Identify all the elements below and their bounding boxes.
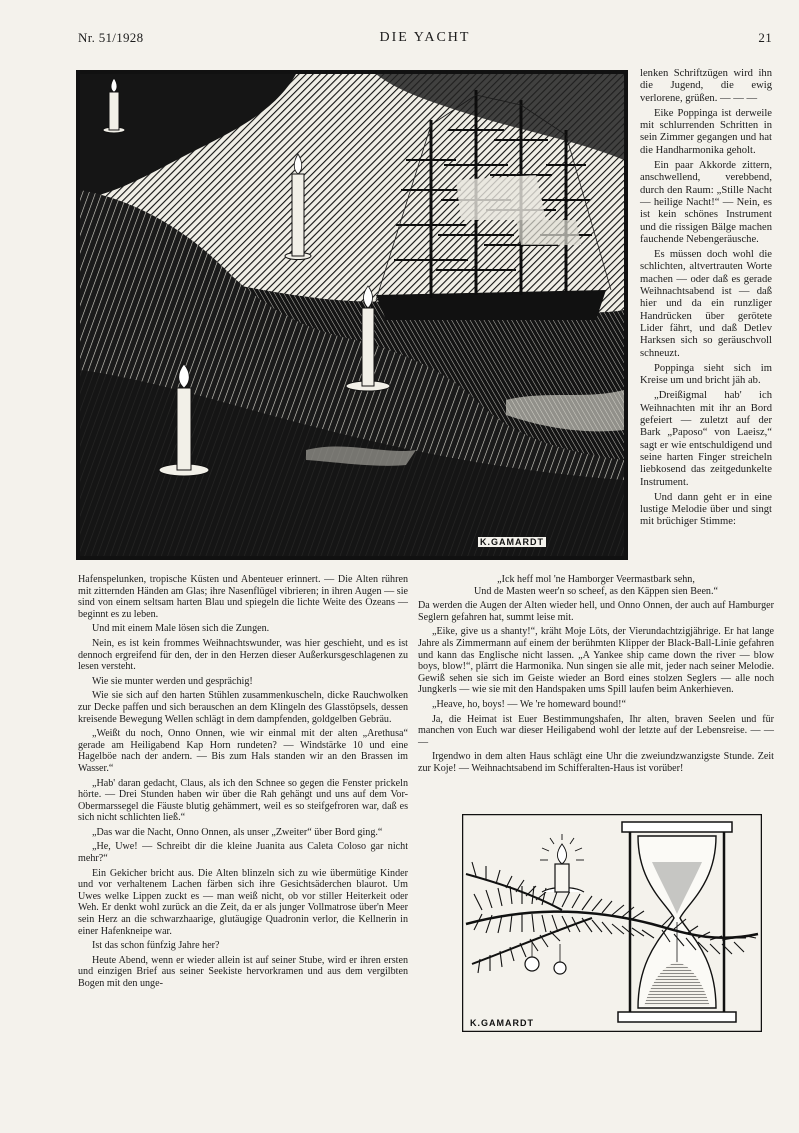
paragraph: Nein, es ist kein frommes Weihnachtswunder, was hier geschieht, und es ist dennoch ergreifend für den, der in den Herzen dieser Außerkursgeschlagenen zu lesen versteht. [78, 637, 408, 673]
paragraph: Da werden die Augen der Alten wieder hell, und Onno Onnen, der auch auf Hamburger Seglern gefahren hat, summt leise mit. [418, 600, 774, 623]
paragraph: Und mit einem Male lösen sich die Zungen. [92, 623, 270, 635]
paragraph: Ein paar Akkorde zittern, anschwellend, verebbend, durch den Raum: „Stille Nacht — heilige Nacht!“ — Nein, es ist kein schönes Instrument und die rissigen Bälge machen fauchende Nebengeräusche. [640, 160, 772, 245]
paragraph: Eike Poppinga ist derweile mit schlurrenden Schritten in sein Zimmer gegangen und hat die Handharmonika geholt. [640, 107, 772, 156]
song-line: Und de Masten weer'n so scheef, as den Käppen sien Been.“ [474, 585, 718, 597]
paragraph: Poppinga sieht sich im Kreise um und bricht jäh ab. [640, 362, 772, 387]
paragraph: Ein Gekicher bricht aus. Die Alten blinzeln sich zu wie übermütige Kinder und vor verhaltenem Lachen färben sich ihre Gesichtsäderchen blaurot. Um Uwes welke Lippen zuckt es — man weiß nicht, ob vor stiller Heiterkeit oder Weh. Er denkt wohl zurück an die Zeit, da er als junger Vollmatrose über'n Meer sein Herz an die schwarzhaarige, glutäugige Quadronin verlor, die Kellnerin in einer Hafenkneipe war. [78, 867, 408, 937]
bauble [525, 957, 539, 971]
paragraph: Wie sie sich auf den harten Stühlen zusammenkuscheln, dicke Rauchwolken zur Decke paffen und sich berauschen an dem Klingeln des Glasstöpsels, dessen kreisende Bewegung Wellen schlägt in dem dampfenden, goldgelben Gebräu. [78, 690, 408, 725]
left-text-column [78, 574, 408, 993]
paragraph: Hafenspelunken, tropische Küsten und Abenteuer erinnert. — Die Alten rühren mit zitternden Händen am Glas; ihre Nasenflügel vibrieren; in ihren Augen — sie sind von einem seltsam harten Blau und spiegeln die lichte Weite des Ozeans — beginnt es zu leben. [78, 574, 408, 620]
paragraph: Heute Abend, wenn er wieder allein ist auf seiner Stube, wird er ihren ersten und einzigen Brief aus seiner Seekiste hervorkramen und aus dem vergilbten Bogen mit den unge- [78, 954, 408, 989]
paragraph: Wie sie munter werden und gesprächig! [92, 675, 253, 687]
issue-number: Nr. 51/1928 [78, 30, 144, 45]
paragraph: „Eike, give us a shanty!“, kräht Moje Löts, der Vierundachtzigjährige. Er hat lange Jahre als Zimmermann auf einem der berühmten Klipper der Black-Ball-Linie gefahren und kann das Englische nicht lassen. „A Yankee ship came down the river — blow boys, blow!“, plärrt die Harmonika. Nun singen sie alle mit, jeder nach seiner Melodie. Gewiß sehen sie sich im Geiste wieder an Bord eines stolzen Seglers — alle noch Jungkerls — wie sie mit den Handspaken ums Spill laufen beim Ankerhieven. [418, 626, 774, 696]
page-number: 21 [758, 30, 772, 45]
bottom-illustration-signature: K.GAMARDT [470, 1018, 534, 1028]
hourglass-illustration [462, 814, 762, 1032]
paragraph: „Weißt du noch, Onno Onnen, wie wir einmal mit der alten „Arethusa“ gerade am Heiligabend Kap Horn rundeten? — Windstärke 10 und eine Hagelböe nach der andern. — Bis zum Hals standen wir an den Brassen im Wasser.“ [78, 728, 408, 774]
magazine-title: DIE YACHT [379, 30, 471, 45]
page-header [78, 30, 772, 50]
right-text-column [640, 68, 772, 532]
paragraph: Ist das schon fünfzig Jahre her? [92, 940, 220, 952]
paragraph: Irgendwo in dem alten Haus schlägt eine Uhr die zweiundzwanzigste Stunde. Zeit zur Koje! — Weihnachtsabend im Schifferalten-Haus ist vorüber! [418, 751, 774, 774]
ship-candles-illustration [76, 70, 628, 560]
middle-text-column [418, 574, 774, 778]
song-line: „Ick heff mol 'ne Hamborger Veermastbark sehn, [497, 574, 695, 585]
paragraph: Und dann geht er in eine lustige Melodie über und singt mit brüchiger Stimme: [640, 491, 772, 528]
paragraph: „Hab' daran gedacht, Claus, als ich den Schnee so gegen die Fenster prickeln hörte. — Drei Stunden haben wir über die Rah gehängt und uns auf dem Vor-Obermarssegel die Fäuste blutig gehämmert, weil es so steifgefroren war, daß es sich nicht schlichten ließ.“ [78, 777, 408, 824]
paragraph: „He, Uwe! — Schreibt dir die kleine Juanita aus Caleta Coloso gar nicht mehr?“ [78, 841, 408, 865]
paragraph: „Das war die Nacht, Onno Onnen, als unser „Zweiter“ über Bord ging.“ [92, 826, 383, 838]
bauble [554, 962, 566, 974]
top-illustration-signature: K.GAMARDT [480, 537, 544, 547]
paragraph: lenken Schriftzügen wird ihn die Jugend, die ewig verlorene, grüßen. — — — [640, 68, 772, 104]
ship-candles-drawing [76, 70, 628, 560]
paragraph: „Heave, ho, boys! — We 're homeward bound!“ [432, 698, 626, 710]
paragraph: Ja, die Heimat ist Euer Bestimmungshafen, Ihr alten, braven Seelen und für manchen von Euch war dieser Heiligabend wohl der letzte auf der Lebensreise. — — — [418, 713, 774, 748]
paragraph: Es müssen doch wohl die schlichten, altvertrauten Worte machen — oder daß es gerade Weihnachtsabend ist — daß hier und da ein runzliger Handrücken über gerötete Lider fährt, und daß Detlev Harksen sich so geräuschvoll schneuzt. [640, 249, 772, 359]
paragraph: „Dreißigmal hab' ich Weihnachten mit ihr an Bord gefeiert — zuletzt auf der Bark „Paposo“ von Laeisz,“ sagt er wie entschuldigend und seine harten Finger streicheln liebkosend das zeitgedunkelte Instrument. [640, 390, 772, 488]
hourglass-drawing [462, 814, 762, 1032]
